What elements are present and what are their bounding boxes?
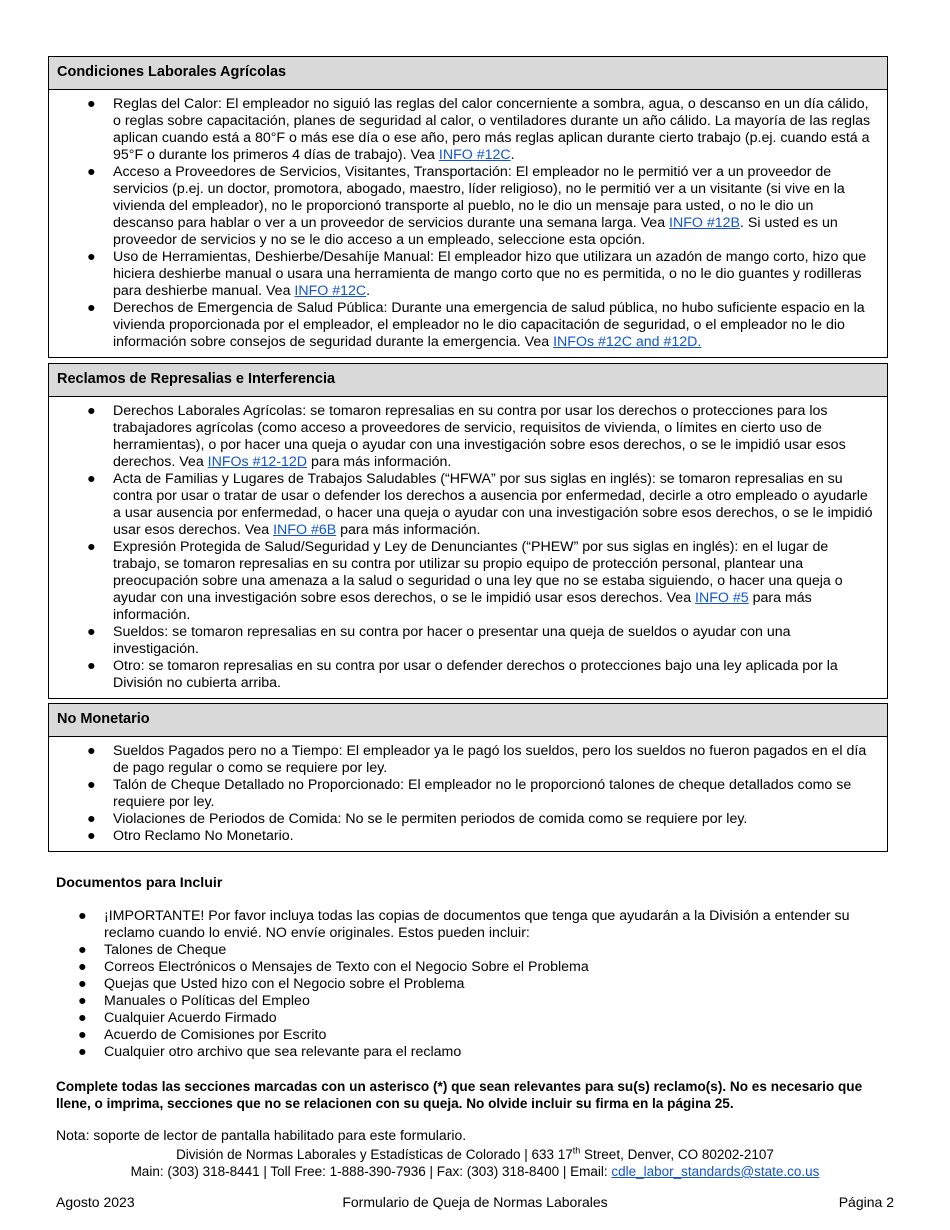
complete-instructions: Complete todas las secciones marcadas con un asterisco (*) que sean relevantes para su(s) reclamo(s). No es necesario que llene, o imprima, secciones que no se relacionen con su queja. No olvide incluir su firma en la página 25. — [56, 1079, 863, 1111]
bullet-icon: ● — [78, 959, 87, 975]
list-item: ● Violaciones de Periodos de Comida: No se le permiten periodos de comida como se requiere por ley. — [87, 811, 748, 827]
bullet-icon: ● — [87, 743, 96, 759]
info-link[interactable]: INFO #12B — [669, 215, 740, 231]
bullet-list — [57, 96, 879, 351]
bullet-icon: ● — [87, 96, 96, 112]
email-link[interactable]: cdle_labor_standards@state.co.us — [611, 1164, 820, 1179]
bullet-icon: ● — [78, 908, 87, 924]
list-item: ● Sueldos Pagados pero no a Tiempo: El empleador ya le pagó los sueldos, pero los sueldos no fueron pagados en el día de pago regular o como se requiere por ley. — [87, 743, 867, 776]
bullet-list — [57, 743, 879, 845]
list-item: ● Otro Reclamo No Monetario. — [87, 828, 294, 844]
documents-title: Documentos para Incluir — [56, 875, 223, 891]
list-item: ● Reglas del Calor: El empleador no siguió las reglas del calor concerniente a sombra, agua, o descanso en un día cálido, o reglas sobre capacitación, planes de seguridad al calor, o ventiladores durante un año cálido. La mayoría de las reglas aplican cuando está a 80°F o más ese día o ese año, pero más reglas aplican durante cierto trabajo (p.ej. cuando está a 95°F o durante los primeros 4 días de trabajo). Vea INFO #12C. — [87, 96, 871, 163]
section-condiciones-laborales — [48, 56, 888, 358]
info-link[interactable]: INFO #5 — [695, 590, 749, 606]
bullet-icon: ● — [87, 828, 96, 844]
list-item: ● Uso de Herramientas, Deshierbe/Desahíje Manual: El empleador hizo que utilizara un azadón de mango corto, hizo que hiciera deshierbe manual o usara una herramienta de mango corto que no es permitida, o no le dio guantes y rodilleras para deshierbe manual. Vea INFO #12C. — [87, 249, 867, 299]
list-item: ● Derechos de Emergencia de Salud Pública: Durante una emergencia de salud pública, no hubo suficiente espacio en la vivienda proporcionada por el empleador, el empleador no le dio capacitación de seguridad, o el empleador no le dio información sobre consejos de seguridad durante la emergencia. Vea INFOs #12C and #12D. — [87, 300, 865, 350]
section-title: No Monetario — [49, 704, 888, 737]
list-item: ● Talones de Cheque — [78, 942, 227, 958]
info-link[interactable]: INFO #6B — [273, 522, 337, 538]
bullet-icon: ● — [87, 658, 96, 674]
bullet-icon: ● — [78, 942, 87, 958]
info-link[interactable]: INFO #12C — [294, 283, 367, 299]
footer-date: Agosto 2023 — [56, 1194, 135, 1210]
bullet-icon: ● — [78, 993, 87, 1009]
list-item: ● Cualquier otro archivo que sea relevante para el reclamo — [78, 1044, 462, 1060]
info-link[interactable]: INFOs #12C and #12D. — [553, 334, 702, 350]
list-item: ● Expresión Protegida de Salud/Seguridad y Ley de Denunciantes (“PHEW” por sus siglas en inglés): en el lugar de trabajo, se tomaron represalias en su contra por utilizar su propio equipo de protección personal, plantear una preocupación sobre una amenaza a la salud o seguridad o una ley que no se estaba siguiendo, o hacer una queja o ayudar con una investigación sobre esos derechos, o se le impidió usar esos derechos. Vea INFO #5 para más información. — [87, 539, 843, 623]
bullet-icon: ● — [87, 777, 96, 793]
list-item: ● Acceso a Proveedores de Servicios, Visitantes, Transportación: El empleador no le permitió ver a un proveedor de servicios (p.ej. un doctor, promotora, abogado, maestro, líder religioso), no le permitió ver a un visitante (si vive en la vivienda del empleador), no le proporcionó transporte al pueblo, no le dio un mensaje para usted, o no le dio un descanso para hablar o ver a un proveedor de servicios durante una semana larga. Vea INFO #12B. Si usted es un proveedor de servicios y no se le dio acceso a un empleado, seleccione esta opción. — [87, 164, 845, 248]
list-item: ● ¡IMPORTANTE! Por favor incluya todas las copias de documentos que tenga que ayudarán a la División a entender su reclamo cuando lo envié. NO envíe originales. Estos pueden incluir: — [78, 908, 850, 941]
list-item: ● Talón de Cheque Detallado no Proporcionado: El empleador no le proporcionó talones de cheque detallados como se requiere por ley. — [87, 777, 852, 810]
list-item: ● Manuales o Políticas del Empleo — [78, 993, 310, 1009]
section-title: Condiciones Laborales Agrícolas — [49, 57, 888, 90]
documents-list — [48, 908, 896, 1061]
list-item: ● Sueldos: se tomaron represalias en su contra por hacer o presentar una queja de sueldos o ayudar con una investigación. — [87, 624, 791, 657]
section-title: Reclamos de Represalias e Interferencia — [49, 364, 888, 397]
list-item: ● Acta de Familias y Lugares de Trabajos Saludables (“HFWA” por sus siglas en inglés): se tomaron represalias en su contra por usar o tratar de usar o defender los derechos a ausencia por enfermedad, decirle a otro empleado o ayudarle a usar ausencia por enfermedad, o hacer una queja o ayudar con una investigación sobre esos derechos, o se le impidió usar esos derechos. Vea INFO #6B para más información. — [87, 471, 873, 538]
bullet-icon: ● — [87, 471, 96, 487]
bullet-icon: ● — [87, 300, 96, 316]
list-item: ● Acuerdo de Comisiones por Escrito — [78, 1027, 327, 1043]
info-link[interactable]: INFOs #12-12D — [207, 454, 308, 470]
section-reclamos-represalias — [48, 363, 888, 699]
address-line-1: División de Normas Laborales y Estadísticas de Colorado | 633 17th Street, Denver, CO 80202-2107 — [176, 1145, 774, 1162]
bullet-icon: ● — [87, 164, 96, 180]
section-no-monetario — [48, 703, 888, 852]
bullet-icon: ● — [87, 249, 96, 265]
address-line-2: Main: (303) 318-8441 | Toll Free: 1-888-390-7936 | Fax: (303) 318-8400 | Email: cdle_labor_standards@state.co.us — [130, 1164, 820, 1179]
division-address — [0, 1146, 950, 1180]
bullet-icon: ● — [87, 811, 96, 827]
footer-page-number: Página 2 — [838, 1194, 894, 1210]
bullet-icon: ● — [78, 1027, 87, 1043]
bullet-icon: ● — [87, 403, 96, 419]
footer-form-title: Formulario de Queja de Normas Laborales — [342, 1194, 608, 1210]
bullet-icon: ● — [78, 1010, 87, 1026]
bullet-icon: ● — [87, 624, 96, 640]
bullet-list — [57, 403, 879, 692]
list-item: ● Correos Electrónicos o Mensajes de Texto con el Negocio Sobre el Problema — [78, 959, 589, 975]
info-link[interactable]: INFO #12C — [438, 147, 511, 163]
bullet-icon: ● — [78, 1044, 87, 1060]
bullet-icon: ● — [87, 539, 96, 555]
list-item: ● Derechos Laborales Agrícolas: se tomaron represalias en su contra por usar los derechos o protecciones para los trabajadores agrícolas (como acceso a proveedores de servicio, requisitos de vivienda, o límites en cierto uso de herramientas), o por hacer una queja o ayudar con una investigación sobre esos derechos, o se le impidió usar esos derechos. Vea INFOs #12-12D para más información. — [87, 403, 846, 470]
screen-reader-note: Nota: soporte de lector de pantalla habilitado para este formulario. — [56, 1127, 467, 1143]
list-item: ● Quejas que Usted hizo con el Negocio sobre el Problema — [78, 976, 465, 992]
bullet-icon: ● — [78, 976, 87, 992]
documents-section — [56, 875, 896, 1061]
list-item: ● Cualquier Acuerdo Firmado — [78, 1010, 277, 1026]
list-item: ● Otro: se tomaron represalias en su contra por usar o defender derechos o protecciones bajo una ley aplicada por la División no cubierta arriba. — [87, 658, 838, 691]
